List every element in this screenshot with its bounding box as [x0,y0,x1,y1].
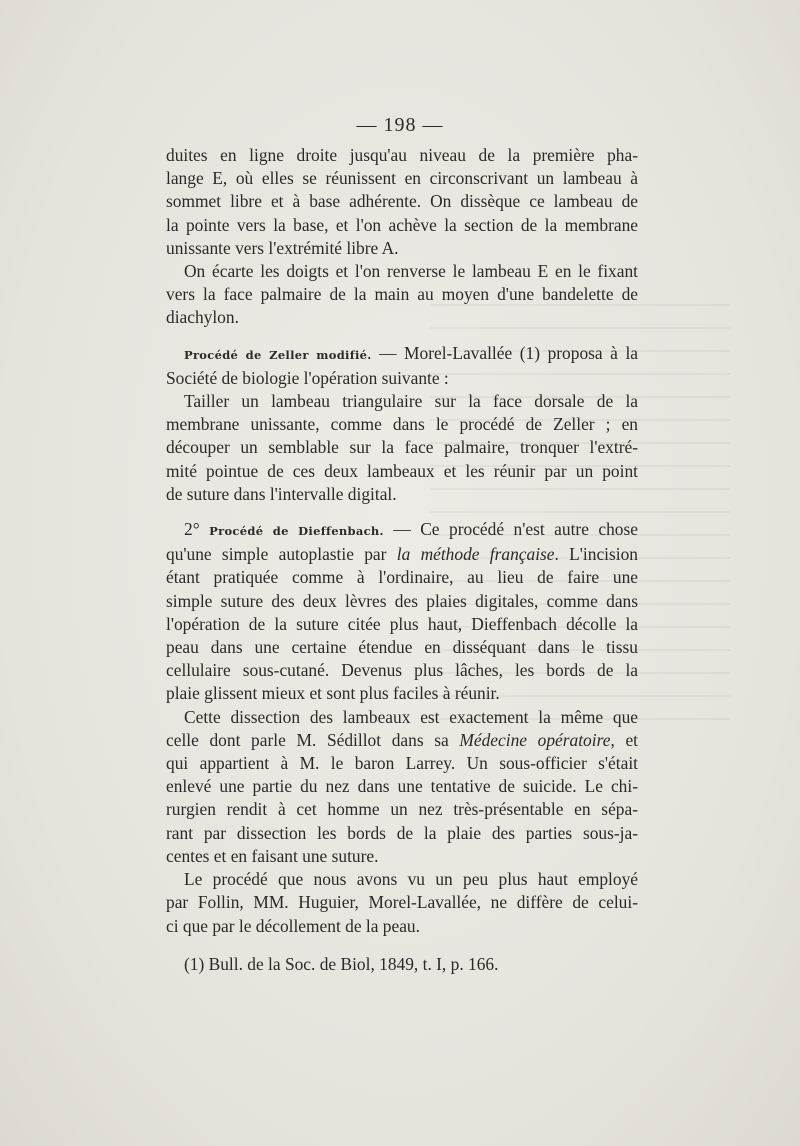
footnote: (1) Bull. de la Soc. de Biol, 1849, t. I, p. 166. [184,954,499,974]
text-line: Cette dissection des lambeaux est exactement la même que [184,706,638,727]
text-line: diachylon. [166,307,239,328]
text-line: simple suture des deux lèvres des plaies digitales, comme dans [166,590,638,611]
paragraph [166,342,638,390]
text-line: lange E, où elles se réunissent en circonscrivant un lambeau à [166,168,638,189]
text-run: — Morel-Lavallée (1) proposa à la [371,342,638,363]
page-body [166,144,638,938]
text-line [166,729,638,752]
text-line: membrane unissante, comme dans le procédé de Zeller ; en [166,414,638,435]
text-line: cellulaire sous-cutané. Devenus plus lâches, les bords de la [166,660,638,681]
text-run: , et [610,729,638,750]
paragraph [166,868,638,938]
text-line: plaie glissent mieux et sont plus faciles à réunir. [166,683,500,704]
paragraph [166,518,638,706]
text-run: celle dont parle M. Sédillot dans sa [166,729,460,750]
text-line: la pointe vers la base, et l'on achève la section de la membrane [166,214,638,235]
paragraph [166,390,638,506]
text-line: unissante vers l'extrémité libre A. [166,237,399,258]
text-line: duites en ligne droite jusqu'au niveau de la première pha- [166,145,638,165]
text-run: qu'une simple autoplastie par [166,544,397,565]
text-line: vers la face palmaire de la main au moyen d'une bandelette de [166,284,638,305]
text-line: étant pratiquée comme à l'ordinaire, au lieu de faire une [166,567,638,588]
text-line [166,342,638,367]
text-line: centes et en faisant une suture. [166,845,379,866]
text-line: de suture dans l'intervalle digital. [166,483,397,504]
text-line: Société de biologie l'opération suivante : [166,367,449,388]
text-line: qui appartient à M. le baron Larrey. Un sous-officier s'était [166,753,638,774]
paragraph [166,260,638,330]
text-run: . L'incision [554,544,638,565]
text-line: enlevé une partie du nez dans une tentative de suicide. Le chi- [166,776,638,797]
text-line: Le procédé que nous avons vu un peu plus haut employé [184,869,638,890]
paragraph [166,706,638,868]
italic-run: la méthode française [396,544,555,565]
text-line: par Follin, MM. Huguier, Morel-Lavallée, ne diffère de celui- [166,892,638,913]
text-line: mité pointue de ces deux lambeaux et les réunir par un point [166,460,638,481]
section-heading: Procédé de Zeller modifié. [184,347,372,362]
text-run: — Ce procédé n'est autre chose [383,519,638,540]
text-line: découper un semblable sur la face palmaire, tronquer l'extré- [166,437,638,458]
text-line: Tailler un lambeau triangulaire sur la face dorsale de la [184,391,638,412]
text-line: rurgien rendit à cet homme un nez très-présentable en sépa- [166,799,638,820]
text-line: ci que par le décollement de la peau. [166,915,420,936]
text-line: l'opération de la suture citée plus haut, Dieffenbach décolle la [166,613,638,634]
paragraph [166,144,638,260]
section-number: 2° [184,519,200,540]
page-number: — 198 — [356,114,444,136]
text-line: rant par dissection les bords de la plaie des parties sous-ja- [166,822,638,843]
text-line: peau dans une certaine étendue en disséquant dans le tissu [166,637,638,658]
text-line [166,518,638,543]
text-line: On écarte les doigts et l'on renverse le lambeau E en le fixant [184,261,638,282]
italic-run: Médecine opératoire [459,729,611,750]
text-line: sommet libre et à base adhérente. On dissèque ce lambeau de [166,191,638,212]
section-heading: Procédé de Dieffenbach. [209,524,384,539]
text-line [166,543,638,566]
